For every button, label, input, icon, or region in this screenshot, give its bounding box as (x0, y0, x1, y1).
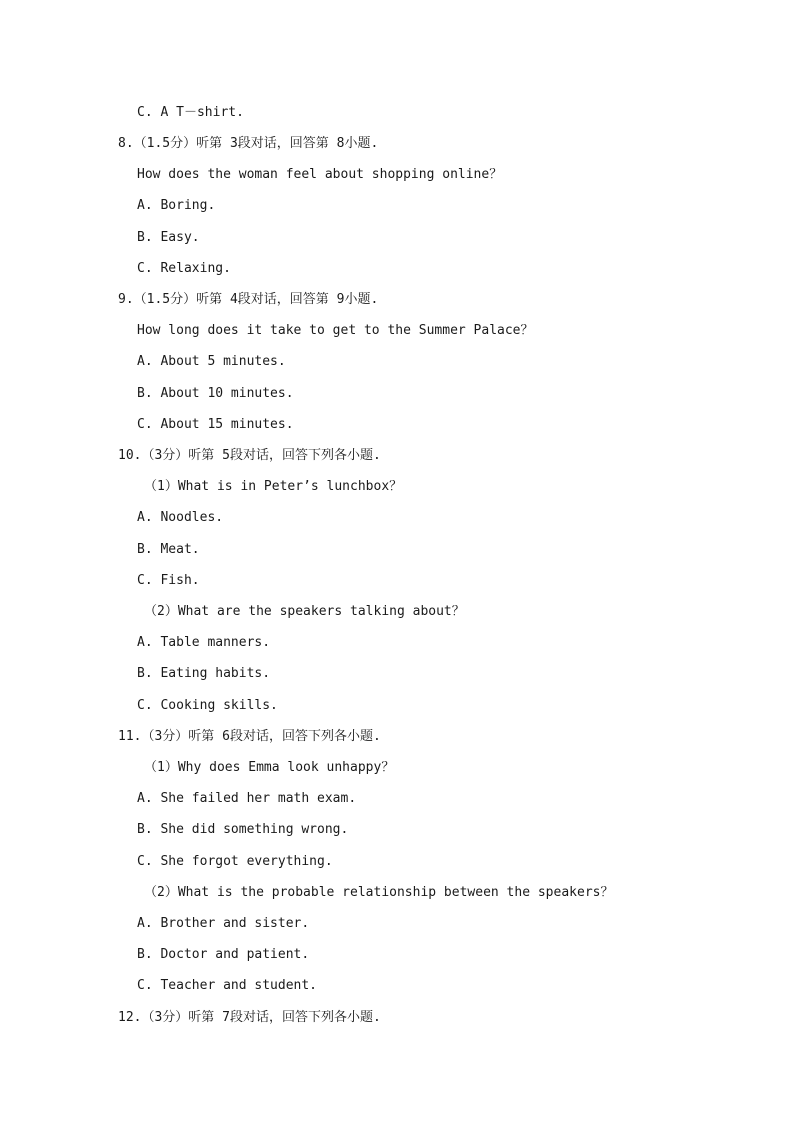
question-8-prompt: How does the woman feel about shopping online？ (137, 167, 503, 182)
question-8-option-c: C. Relaxing. (137, 261, 231, 276)
question-11-sub1-option-a: A. She failed her math exam. (137, 791, 357, 806)
question-12-header: 12.（3分）听第 7段对话，回答下列各小题. (118, 1010, 381, 1025)
question-10-sub2-option-b: B. Eating habits. (137, 666, 271, 681)
question-9-option-c: C. About 15 minutes. (137, 417, 294, 432)
question-10-sub1-option-a: A. Noodles. (137, 510, 224, 525)
question-11-sub1-prompt: （1）Why does Emma look unhappy？ (144, 760, 395, 775)
question-9-header: 9.（1.5分）听第 4段对话，回答第 9小题. (118, 292, 379, 307)
question-11-sub1-option-c: C. She forgot everything. (137, 854, 333, 869)
question-8-option-b: B. Easy. (137, 230, 200, 245)
question-11-sub2-option-c: C. Teacher and student. (137, 978, 318, 993)
question-11-sub2-option-a: A. Brother and sister. (137, 916, 310, 931)
question-10-sub1-option-b: B. Meat. (137, 542, 200, 557)
question-10-sub1-prompt: （1）What is in Peter’s lunchbox？ (144, 479, 403, 494)
question-9-option-a: A. About 5 minutes. (137, 354, 286, 369)
question-10-sub2-option-a: A. Table manners. (137, 635, 271, 650)
question-10-sub2-option-c: C. Cooking skills. (137, 698, 278, 713)
option-c-tshirt: C. A T－shirt. (137, 105, 244, 120)
question-11-sub1-option-b: B. She did something wrong. (137, 822, 349, 837)
question-9-option-b: B. About 10 minutes. (137, 386, 294, 401)
question-11-sub2-prompt: （2）What is the probable relationship between the speakers？ (144, 885, 614, 900)
question-8-option-a: A. Boring. (137, 198, 216, 213)
question-10-header: 10.（3分）听第 5段对话，回答下列各小题. (118, 448, 381, 463)
question-11-sub2-option-b: B. Doctor and patient. (137, 947, 310, 962)
question-10-sub1-option-c: C. Fish. (137, 573, 200, 588)
question-10-sub2-prompt: （2）What are the speakers talking about？ (144, 604, 465, 619)
question-8-header: 8.（1.5分）听第 3段对话，回答第 8小题. (118, 136, 379, 151)
question-11-header: 11.（3分）听第 6段对话，回答下列各小题. (118, 729, 381, 744)
question-9-prompt: How long does it take to get to the Summer Palace？ (137, 323, 534, 338)
